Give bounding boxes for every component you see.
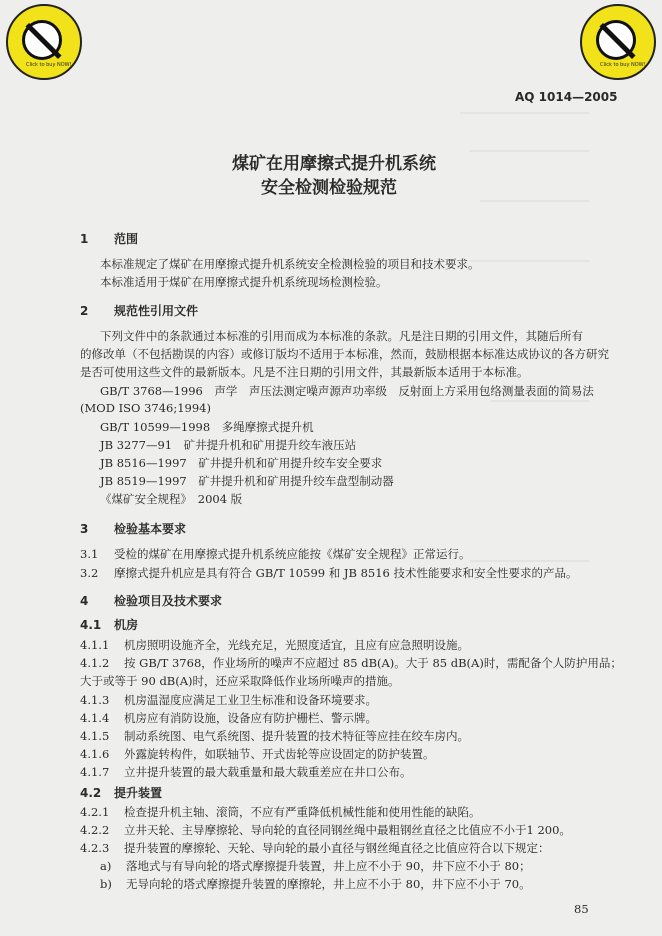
subsection-4-1: 4.1 机房 <box>80 618 139 632</box>
reference-item: 《煤矿安全规程》 2004 版 <box>100 492 243 506</box>
title-line-2: 安全检测检验规范 <box>261 178 397 198</box>
subsection-4-2: 4.2 提升装置 <box>80 786 163 800</box>
buy-now-badge-left[interactable] <box>6 4 82 80</box>
clause-4-2-2: 4.2.2 立井天轮、主导摩擦轮、导向轮的直径同钢丝绳中最粗钢丝直径之比值应不小于1 200。 <box>80 823 571 837</box>
section-2-intro-l2: 的修改单（不包括勘误的内容）或修订版均不适用于本标准，然而，鼓励根据本标准达成协议的各方研究 <box>80 347 609 361</box>
clause-4-1-7: 4.1.7 立井提升装置的最大载重量和最大载重差应在井口公布。 <box>80 765 412 779</box>
clause-4-1-2-cont: 大于或等于 90 dB(A)时，还应采取降低作业场所噪声的措施。 <box>80 674 400 688</box>
clause-3-2: 3.2 摩擦式提升机应是具有符合 GB/T 10599 和 JB 8516 技术性能要求和安全性要求的产品。 <box>80 566 578 580</box>
title-line-1: 煤矿在用摩擦式提升机系统 <box>232 154 436 174</box>
section-3-heading: 3 检验基本要求 <box>80 522 187 536</box>
clause-4-1-6: 4.1.6 外露旋转构件，如联轴节、开式齿轮等应设固定的防护装置。 <box>80 747 435 761</box>
section-2-intro-l1: 下列文件中的条款通过本标准的引用而成为本标准的条款。凡是注日期的引用文件，其随后所有 <box>100 329 583 343</box>
reference-item: JB 8519—1997 矿井提升机和矿用提升绞车盘型制动器 <box>100 474 394 488</box>
reference-item: JB 3277—91 矿井提升机和矿用提升绞车液压站 <box>100 438 357 452</box>
reference-item-cont: (MOD ISO 3746;1994) <box>80 401 211 415</box>
reference-item: GB/T 10599—1998 多绳摩擦式提升机 <box>100 420 314 434</box>
clause-4-2-3: 4.2.3 提升装置的摩擦轮、天轮、导向轮的最小直径与钢丝绳直径之比值应符合以下规定： <box>80 841 550 855</box>
buy-now-badge-right[interactable] <box>580 4 656 80</box>
clause-4-2-3-b: b) 无导向轮的塔式摩擦提升装置的摩擦轮，井上应不小于 80，井下应不小于 70。 <box>100 877 531 891</box>
page-number: 85 <box>574 902 589 916</box>
section-2-intro-l3: 是否可使用这些文件的最新版本。凡是不注日期的引用文件，其最新版本适用于本标准。 <box>80 365 529 379</box>
badge-label: Click to buy NOW! <box>600 62 646 68</box>
clause-4-2-3-a: a) 落地式与有导向轮的塔式摩擦提升装置，井上应不小于 90，井下应不小于 80； <box>100 859 531 873</box>
reference-item: GB/T 3768—1996 声学 声压法测定噪声源声功率级 反射面上方采用包络测量表面的简易法 <box>100 384 594 398</box>
clause-4-1-2: 4.1.2 按 GB/T 3768，作业场所的噪声不应超过 85 dB(A)。大于 85 dB(A)时，需配备个人防护用品； <box>80 656 622 670</box>
section-2-heading: 2 规范性引用文件 <box>80 304 199 318</box>
clause-4-1-3: 4.1.3 机房温湿度应满足工业卫生标准和设备环境要求。 <box>80 693 377 707</box>
section-1-p2: 本标准适用于煤矿在用摩擦式提升机系统现场检测检验。 <box>100 275 388 289</box>
reference-item: JB 8516—1997 矿井提升机和矿用提升绞车安全要求 <box>100 456 383 470</box>
clause-3-1: 3.1 受检的煤矿在用摩擦式提升机系统应能按《煤矿安全规程》正常运行。 <box>80 547 471 561</box>
clause-4-1-1: 4.1.1 机房照明设施齐全，光线充足，光照度适宜，且应有应急照明设施。 <box>80 638 469 652</box>
clause-4-2-1: 4.2.1 检查提升机主轴、滚筒，不应有严重降低机械性能和使用性能的缺陷。 <box>80 805 481 819</box>
clause-4-1-4: 4.1.4 机房应有消防设施，设备应有防护栅栏、警示牌。 <box>80 711 377 725</box>
section-1-p1: 本标准规定了煤矿在用摩擦式提升机系统安全检测检验的项目和技术要求。 <box>100 257 480 271</box>
clause-4-1-5: 4.1.5 制动系统图、电气系统图、提升装置的技术特征等应挂在绞车房内。 <box>80 729 469 743</box>
standard-code: AQ 1014—2005 <box>515 90 618 104</box>
badge-label: Click to buy NOW! <box>26 62 72 68</box>
section-1-heading: 1 范围 <box>80 232 139 246</box>
section-4-heading: 4 检验项目及技术要求 <box>80 594 223 608</box>
